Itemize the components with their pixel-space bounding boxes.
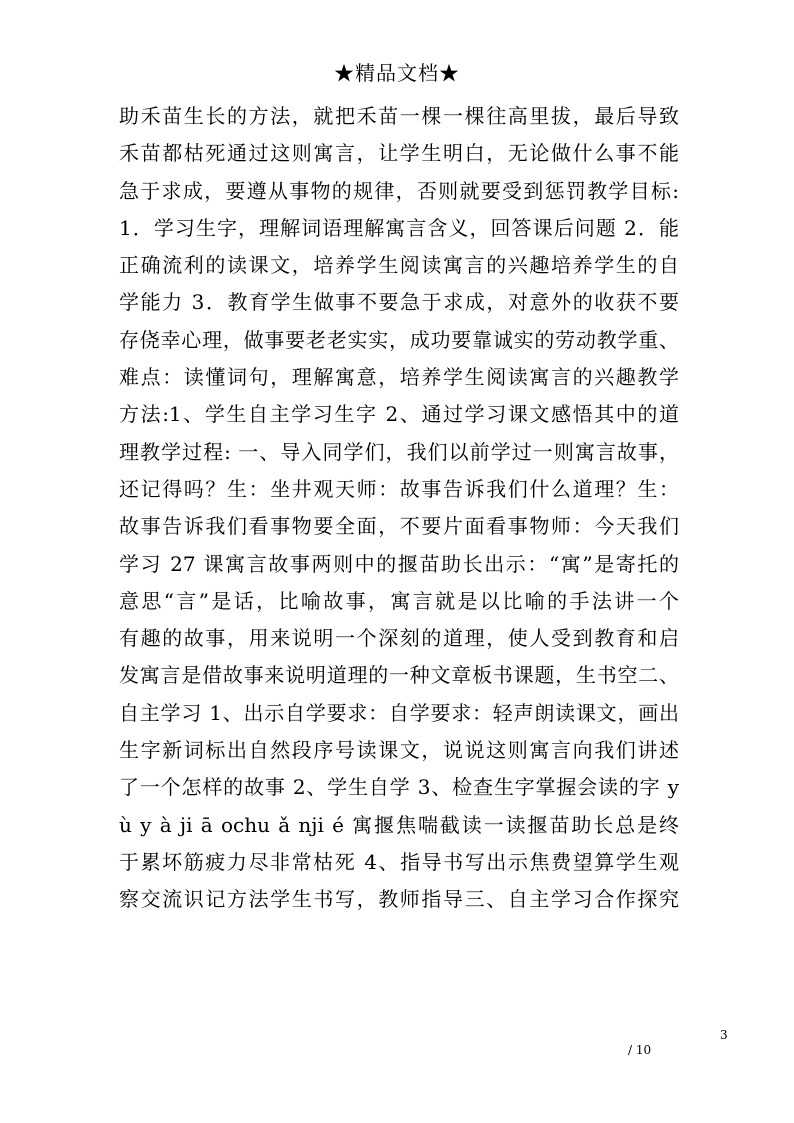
text-line: 方法:1、学生自主学习生字 2、通过学习课文感悟其中的道 xyxy=(119,402,679,427)
text-line: 难点：读懂词句，理解寓意，培养学生阅读寓言的兴趣教学 xyxy=(119,365,679,390)
text-line: 存侥幸心理，做事要老老实实，成功要靠诚实的劳动教学重、 xyxy=(119,327,679,352)
text-line: 理教学过程: 一、导入同学们，我们以前学过一则寓言故事， xyxy=(119,439,679,464)
text-line: 于累坏筋疲力尽非常枯死 4、指导书写出示焦费望算学生观 xyxy=(119,849,679,874)
text-line: 助禾苗生长的方法，就把禾苗一棵一棵往高里拔，最后导致 xyxy=(119,104,679,128)
text-line: 1．学习生字，理解词语理解寓言含义，回答课后问题 2．能 xyxy=(119,215,679,240)
text-line: 发寓言是借故事来说明道理的一种文章板书课题，生书空二、 xyxy=(119,663,679,688)
page-total: / 10 xyxy=(628,1043,652,1057)
text-line: 正确流利的读课文，培养学生阅读寓言的兴趣培养学生的自 xyxy=(119,253,679,278)
text-line: 有趣的故事，用来说明一个深刻的道理，使人受到教育和启 xyxy=(119,626,679,651)
text-line: 故事告诉我们看事物要全面，不要片面看事物师：今天我们 xyxy=(119,514,679,539)
text-line: 禾苗都枯死通过这则寓言，让学生明白，无论做什么事不能 xyxy=(119,141,679,166)
text-line: 学能力 3．教育学生做事不要急于求成，对意外的收获不要 xyxy=(119,290,679,315)
text-line: 自主学习 1、出示自学要求：自学要求：轻声朗读课文，画出 xyxy=(119,700,679,725)
text-line: 了一个怎样的故事 2、学生自学 3、检查生字掌握会读的字 y xyxy=(119,775,679,800)
text-line: ù y à ji ā ochu ǎ nji é 寓揠焦喘截读一读揠苗助长总是终 xyxy=(119,812,679,837)
document-header: ★精品文档★ xyxy=(334,61,460,85)
text-line: 急于求成，要遵从事物的规律，否则就要受到惩罚教学目标: xyxy=(119,178,679,203)
text-line: 学习 27 课寓言故事两则中的揠苗助长出示：“寓”是寄托的 xyxy=(119,551,679,576)
page-number: 3 xyxy=(720,1028,728,1042)
text-line: 察交流识记方法学生书写，教师指导三、自主学习合作探究 xyxy=(119,887,679,912)
text-line: 生字新词标出自然段序号读课文，说说这则寓言向我们讲述 xyxy=(119,738,679,763)
document-body xyxy=(119,98,679,919)
text-line: 还记得吗？生：坐井观天师：故事告诉我们什么道理？生： xyxy=(119,476,679,501)
text-line: 意思“言”是话，比喻故事，寓言就是以比喻的手法讲一个 xyxy=(119,588,679,613)
